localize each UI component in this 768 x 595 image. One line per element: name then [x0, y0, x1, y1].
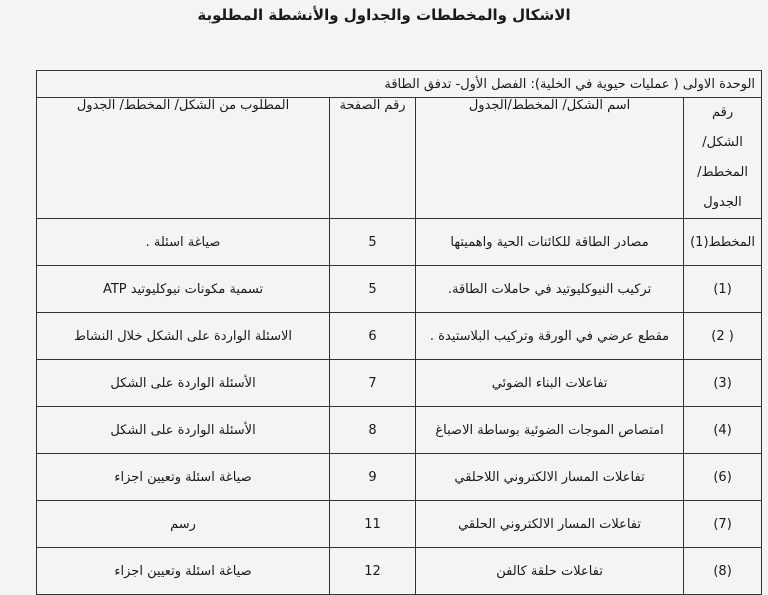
row-required: رسم — [37, 501, 330, 548]
row-name: تركيب النيوكليوتيد في حاملات الطاقة. — [416, 266, 684, 313]
header-row — [37, 98, 762, 219]
row-page: 8 — [330, 407, 416, 454]
row-number: (1) — [684, 266, 762, 313]
row-required: صياغة اسئلة . — [37, 219, 330, 266]
table-row — [37, 501, 762, 548]
table-row — [37, 219, 762, 266]
row-page: 6 — [330, 313, 416, 360]
row-number: (4) — [684, 407, 762, 454]
row-name: تفاعلات المسار الالكتروني الحلقي — [416, 501, 684, 548]
row-number: (3) — [684, 360, 762, 407]
row-name: تفاعلات المسار الالكتروني اللاحلقي — [416, 454, 684, 501]
row-page: 9 — [330, 454, 416, 501]
row-required: صياغة اسئلة وتعيين اجزاء — [37, 454, 330, 501]
row-required: الأسئلة الواردة على الشكل — [37, 407, 330, 454]
table-row — [37, 360, 762, 407]
table-row — [37, 407, 762, 454]
page-title: الاشكال والمخططات والجداول والأنشطة المطلوبة — [197, 6, 571, 24]
table-row — [37, 548, 762, 595]
unit-heading: الوحدة الاولى ( عمليات حيوية في الخلية): الفصل الأول- تدفق الطاقة — [37, 71, 762, 98]
header-required: المطلوب من الشكل/ المخطط/ الجدول — [37, 98, 330, 219]
row-number: (8) — [684, 548, 762, 595]
row-page: 12 — [330, 548, 416, 595]
row-required: صياغة اسئلة وتعيين اجزاء — [37, 548, 330, 595]
row-page: 7 — [330, 360, 416, 407]
table-row — [37, 266, 762, 313]
row-required: الاسئلة الواردة على الشكل خلال النشاط — [37, 313, 330, 360]
header-page: رقم الصفحة — [330, 98, 416, 219]
unit-heading-row — [37, 71, 762, 98]
row-required: تسمية مكونات نيوكليوتيد ATP — [37, 266, 330, 313]
table-row — [37, 454, 762, 501]
row-number: ( 2) — [684, 313, 762, 360]
row-page: 5 — [330, 266, 416, 313]
row-name: تفاعلات حلقة كالفن — [416, 548, 684, 595]
figures-table — [36, 70, 762, 595]
row-name: مصادر الطاقة للكائنات الحية واهميتها — [416, 219, 684, 266]
row-number: (6) — [684, 454, 762, 501]
table-row — [37, 313, 762, 360]
row-page: 11 — [330, 501, 416, 548]
header-name: اسم الشكل/ المخطط/الجدول — [416, 98, 684, 219]
header-number: رقم الشكل/ المخطط/ الجدول — [684, 98, 762, 219]
row-number: المخطط(1) — [684, 219, 762, 266]
row-number: (7) — [684, 501, 762, 548]
row-name: مقطع عرضي في الورقة وتركيب البلاستيدة . — [416, 313, 684, 360]
row-required: الأسئلة الواردة على الشكل — [37, 360, 330, 407]
row-name: امتصاص الموجات الضوئية بوساطة الاصباغ — [416, 407, 684, 454]
row-page: 5 — [330, 219, 416, 266]
row-name: تفاعلات البناء الضوئي — [416, 360, 684, 407]
